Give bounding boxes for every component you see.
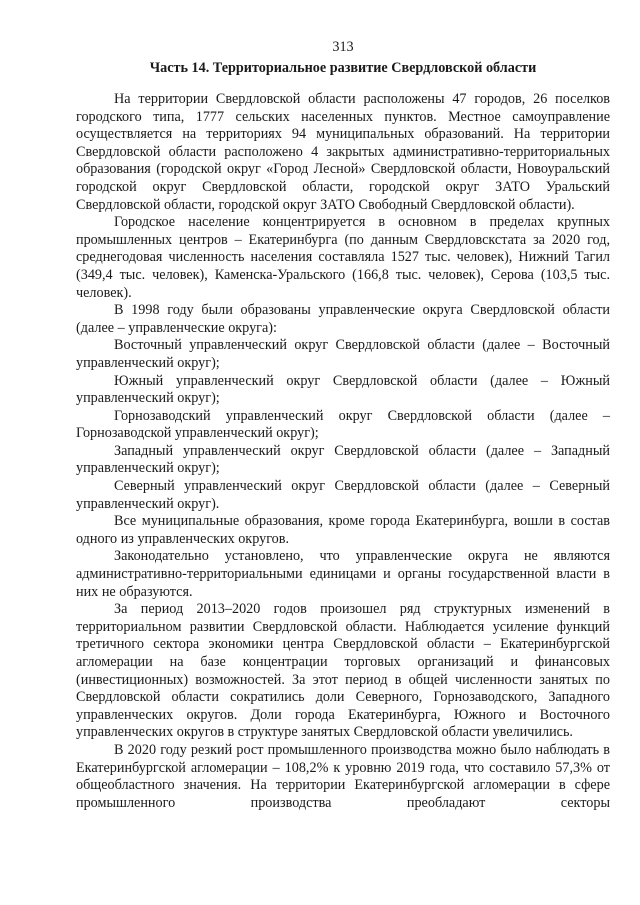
body-text (76, 91, 610, 812)
paragraph: В 1998 году были образованы управленческие округа Свердловской области (далее – управленческие округа): (76, 302, 610, 336)
document-page (76, 38, 610, 812)
paragraph: На территории Свердловской области расположены 47 городов, 26 поселков городского типа, 1777 сельских населенных пунктов. Местное самоуправление осуществляется на территориях 94 муниципальных образований. На территории Свердловской области расположено 4 закрытых административно-территориальных образования (городской округ «Город Лесной» Свердловской области, Новоуральский городской округ Свердловской области, городской округ ЗАТО Уральский Свердловской области, городской округ ЗАТО Свободный Свердловской области). (76, 91, 610, 213)
paragraph: За период 2013–2020 годов произошел ряд структурных изменений в территориальном развитии Свердловской области. Наблюдается усиление функций третичного сектора экономики центра Свердловской области – Екатеринбургской агломерации на базе концентрации торговых организаций и финансовых (инвестиционных) возможностей. За этот период в общей численности занятых по Свердловской области сократились доли Северного, Горнозаводского, Западного управленческих округов. Доли города Екатеринбурга, Южного и Восточного управленческих округов в структуре занятых Свердловской области увеличились. (76, 601, 610, 741)
paragraph: Западный управленческий округ Свердловской области (далее – Западный управленческий округ); (76, 442, 610, 477)
paragraph: Южный управленческий округ Свердловской области (далее – Южный управленческий округ); (76, 372, 610, 407)
paragraph: Законодательно установлено, что управленческие округа не являются административно-территориальными единицами и органы государственной власти в них не образуются. (76, 548, 610, 600)
paragraph: Городское население концентрируется в основном в пределах крупных промышленных центров – Екатеринбурга (по данным Свердловскстата за 2020 год, среднегодовая численность населения составляла 1527 тыс. человек), Нижний Тагил (349,4 тыс. человек), Каменска-Уральского (166,8 тыс. человек), Серова (103,5 тыс. человек). (76, 214, 610, 301)
paragraph: Все муниципальные образования, кроме города Екатеринбурга, вошли в состав одного из управленческих округов. (76, 513, 610, 547)
paragraph: Восточный управленческий округ Свердловской области (далее – Восточный управленческий округ); (76, 337, 610, 371)
chapter-title: Часть 14. Территориальное развитие Свердловской области (149, 60, 537, 76)
paragraph: В 2020 году резкий рост промышленного производства можно было наблюдать в Екатеринбургской агломерации – 108,2% к уровню 2019 года, что составило 57,3% от общеобластного значения. На территории Екатеринбургской агломерации в сфере промышленного производства преобладают секторы (76, 741, 610, 811)
paragraph: Северный управленческий округ Свердловской области (далее – Северный управленческий округ). (76, 478, 610, 512)
paragraph: Горнозаводский управленческий округ Свердловской области (далее – Горнозаводской управленческий округ); (76, 407, 610, 442)
page-number: 313 (332, 39, 354, 55)
